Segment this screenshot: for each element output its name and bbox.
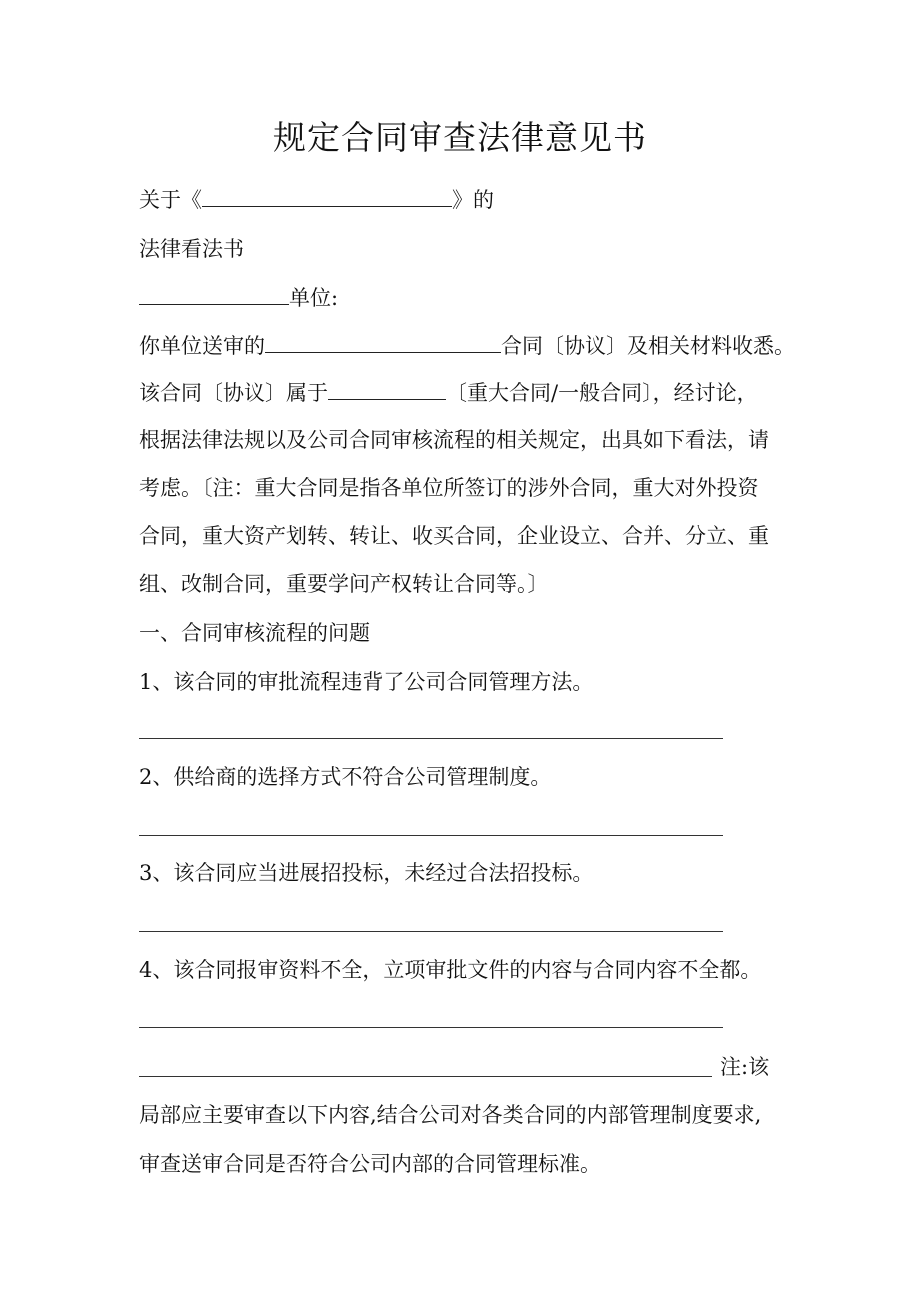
item-3: 3、该合同应当进展招投标，未经过合法招投标。	[139, 861, 594, 885]
note-prefix: 注:该	[720, 1055, 770, 1079]
unit-name-blank	[139, 284, 289, 305]
document-title: 规定合同审查法律意见书	[273, 118, 647, 157]
item-4-answer-line	[139, 1027, 723, 1028]
unit-label: 单位:	[289, 286, 339, 310]
about-prefix: 关于《	[139, 188, 202, 212]
item-1: 1、该合同的审批流程违背了公司合同管理方法。	[139, 670, 594, 694]
p2-prefix: 该合同〔协议〕属于	[139, 381, 328, 405]
paragraph-line-6: 组、改制合同，重要学问产权转让合同等。〕	[139, 572, 549, 596]
p1-suffix: 合同〔协议〕及相关材料收悉。	[501, 334, 795, 358]
submitted-contract-blank	[265, 332, 501, 353]
paragraph-line-1	[139, 331, 795, 361]
p2-suffix: 〔重大合同/一般合同〕，经讨论，	[446, 381, 758, 405]
item-4: 4、该合同报审资料不全，立项审批文件的内容与合同内容不全都。	[139, 958, 762, 982]
note-line-3: 审查送审合同是否符合公司内部的合同管理标准。	[139, 1152, 601, 1176]
paragraph-line-2	[139, 378, 758, 408]
opinion-title: 法律看法书	[139, 237, 244, 261]
note-line-2: 局部应主要审查以下内容,结合公司对各类合同的内部管理制度要求,	[139, 1103, 762, 1127]
p1-prefix: 你单位送审的	[139, 334, 265, 358]
item-2-answer-line	[139, 835, 723, 836]
contract-type-blank	[328, 379, 446, 400]
item-3-answer-line	[139, 931, 723, 932]
paragraph-line-3: 根据法律法规以及公司合同审核流程的相关规定，出具如下看法，请	[139, 428, 769, 452]
note-answer-line	[139, 1076, 712, 1077]
item-1-answer-line	[139, 738, 723, 739]
contract-name-blank	[202, 186, 452, 207]
about-line	[139, 185, 494, 215]
paragraph-line-4: 考虑。〔注：重大合同是指各单位所签订的涉外合同，重大对外投资	[139, 476, 759, 500]
about-suffix: 》的	[452, 188, 494, 212]
item-2: 2、供给商的选择方式不符合公司管理制度。	[139, 765, 552, 789]
paragraph-line-5: 合同，重大资产划转、转让、收买合同，企业设立、合并、分立、重	[139, 524, 769, 548]
section-heading-1: 一、合同审核流程的问题	[139, 621, 370, 645]
unit-line	[139, 283, 338, 313]
